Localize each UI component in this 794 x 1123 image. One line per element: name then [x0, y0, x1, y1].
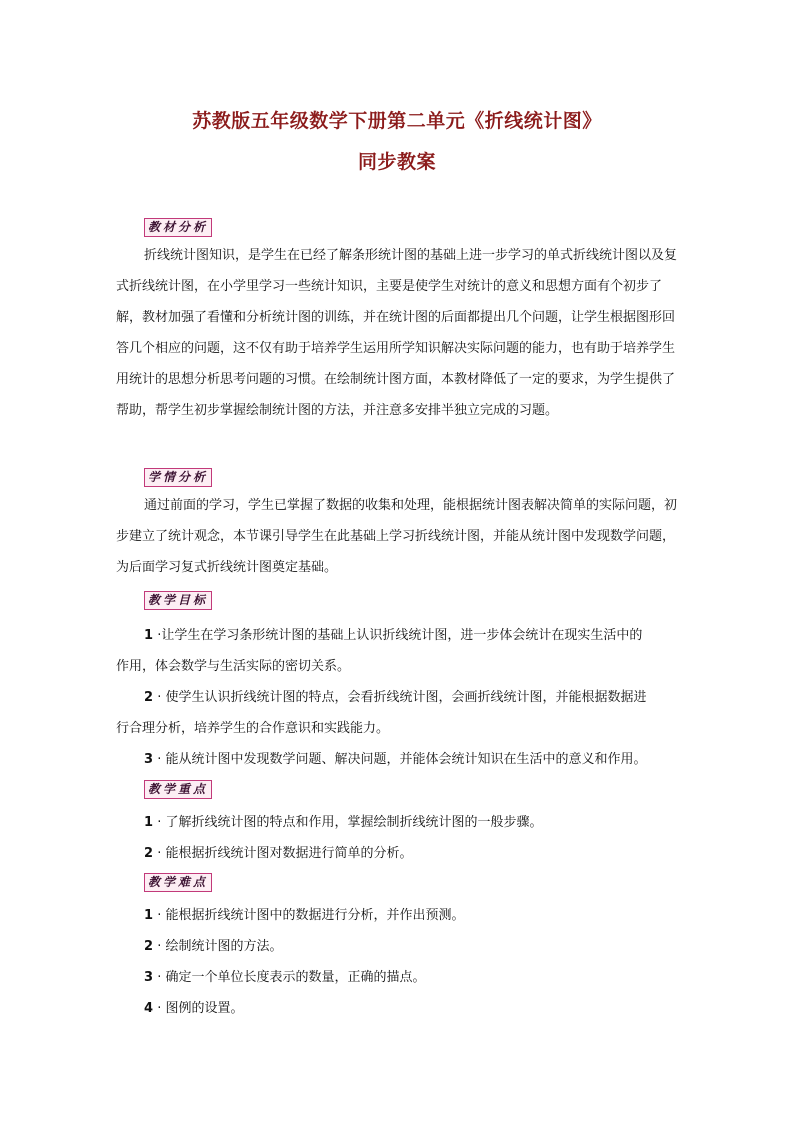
goal-item-1-sep: ·: [157, 628, 162, 643]
difficulty-2-sep: ·: [157, 939, 162, 954]
difficulty-item-4: [144, 997, 243, 1016]
difficulty-1-sep: ·: [157, 908, 162, 923]
key-point-1-text: 了解折线统计图的特点和作用，掌握绘制折线统计图的一般步骤。: [165, 815, 543, 830]
heading-difficulties: 教学难点: [144, 873, 212, 892]
goal-item-1-number: 1: [144, 628, 154, 643]
goal-item-3: [144, 748, 646, 767]
paragraph-material-analysis: [116, 240, 686, 426]
document-subtitle: 同步教案: [357, 151, 436, 173]
goal-item-2-number: 2: [144, 690, 154, 705]
difficulty-item-2: [144, 935, 282, 954]
difficulty-4-text: 图例的设置。: [165, 1001, 244, 1016]
heading-material-analysis: 教材分析: [144, 218, 212, 237]
difficulty-3-text: 确定一个单位长度表示的数量，正确的描点。: [165, 970, 426, 985]
difficulty-3-sep: ·: [157, 970, 162, 985]
goal-item-2-sep: ·: [157, 690, 162, 705]
goal-item-2-continued: 行合理分析，培养学生的合作意识和实践能力。: [116, 721, 390, 736]
goal-item-3-sep: ·: [157, 752, 162, 767]
heading-teaching-goals: 教学目标: [144, 591, 212, 610]
difficulty-4-sep: ·: [157, 1001, 162, 1016]
goal-item-3-line1: 能从统计图中发现数学问题、解决问题，并能体会统计知识在生活中的意义和作用。: [165, 752, 647, 767]
key-point-2-sep: ·: [157, 846, 162, 861]
key-point-2-number: 2: [144, 846, 154, 861]
paragraph-material-analysis-text: 折线统计图知识，是学生在已经了解条形统计图的基础上进一步学习的单式折线统计图以及复式折线统计图，在小学里学习一些统计知识，主要是使学生对统计的意义和思想方面有个初步了解，教材加强了看懂和分析统计图的训练，并在统计图的后面都提出几个问题，让学生根据图形回答几个相应的问题，这不仅有助于培养学生运用所学知识解决实际问题的能力，也有助于培养学生用统计的思想分析思考问题的习惯。在绘制统计图方面，本教材降低了一定的要求，为学生提供了帮助，帮学生初步掌握绘制统计图的方法，并注意多安排半独立完成的习题。: [116, 248, 678, 418]
document-title: 苏教版五年级数学下册第二单元《折线统计图》: [192, 110, 602, 132]
key-point-item-1: [144, 811, 542, 830]
goal-item-2: [144, 686, 646, 705]
key-point-item-2: [144, 842, 412, 861]
heading-key-points: 教学重点: [144, 780, 212, 799]
difficulty-2-text: 绘制统计图的方法。: [165, 939, 283, 954]
goal-item-3-number: 3: [144, 752, 154, 767]
goal-item-2-line1: 使学生认识折线统计图的特点，会看折线统计图，会画折线统计图，并能根据数据进: [165, 690, 647, 705]
goal-item-1-continued: 作用，体会数学与生活实际的密切关系。: [116, 659, 351, 674]
difficulty-4-number: 4: [144, 1001, 154, 1016]
goal-item-1: [144, 624, 642, 643]
difficulty-1-text: 能根据折线统计图中的数据进行分析，并作出预测。: [165, 908, 465, 923]
key-point-1-sep: ·: [157, 815, 162, 830]
difficulty-item-1: [144, 904, 464, 923]
key-point-2-text: 能根据折线统计图对数据进行简单的分析。: [165, 846, 413, 861]
difficulty-item-3: [144, 966, 425, 985]
difficulty-1-number: 1: [144, 908, 154, 923]
heading-learner-analysis: 学情分析: [144, 468, 212, 487]
paragraph-learner-analysis-text: 通过前面的学习，学生已掌握了数据的收集和处理，能根据统计图表解决简单的实际问题，初步建立了统计观念，本节课引导学生在此基础上学习折线统计图，并能从统计图中发现数学问题，为后面学习复式折线统计图奠定基础。: [116, 498, 678, 575]
key-point-1-number: 1: [144, 815, 154, 830]
difficulty-3-number: 3: [144, 970, 154, 985]
difficulty-2-number: 2: [144, 939, 154, 954]
paragraph-learner-analysis: [116, 490, 686, 583]
goal-item-1-line1: 让学生在学习条形统计图的基础上认识折线统计图，进一步体会统计在现实生活中的: [161, 628, 643, 643]
